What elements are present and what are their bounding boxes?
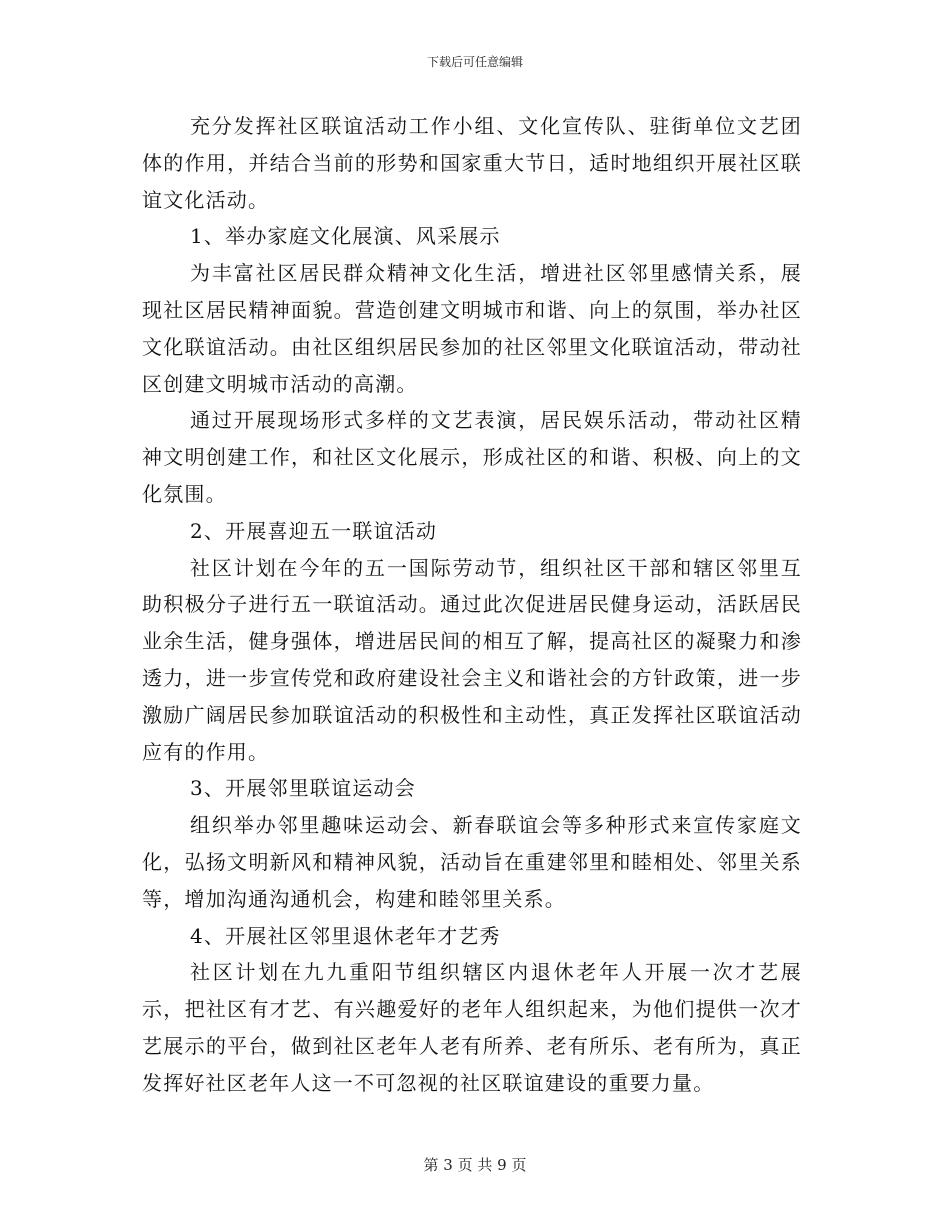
page-header: 下载后可任意编辑 [426, 55, 523, 69]
section-2-paragraph-1: 社区计划在今年的五一国际劳动节，组织社区干部和辖区邻里互助积极分子进行五一联谊活动。通过此次促进居民健身运动，活跃居民业余生活，健身强体，增进居民间的相互了解，提高社区的凝聚力和渗透力，进一步宣传党和政府建设社会主义和谐社会的方针政策，进一步激励广阔居民参加联谊活动的积极性和主动性，真正发挥社区联谊活动应有的作用。 [142, 555, 802, 764]
page-footer: 第 3 页 共 9 页 [423, 1156, 527, 1174]
section-4-paragraph-1: 社区计划在九九重阳节组织辖区内退休老年人开展一次才艺展示，把社区有才艺、有兴趣爱好的老年人组织起来，为他们提供一次才艺展示的平台，做到社区老年人老有所养、老有所乐、老有所为，真正发挥好社区老年人这一不可忽视的社区联谊建设的重要力量。 [142, 960, 802, 1095]
section-1-heading: 1、举办家庭文化展演、风采展示 [190, 224, 501, 249]
section-4-heading: 4、开展社区邻里退休老年才艺秀 [190, 923, 501, 948]
section-3-paragraph-1: 组织举办邻里趣味运动会、新春联谊会等多种形式来宣传家庭文化，弘扬文明新风和精神风貌，活动旨在重建邻里和睦相处、邻里关系等，增加沟通沟通机会，构建和睦邻里关系。 [142, 813, 802, 911]
section-2-heading: 2、开展喜迎五一联谊活动 [190, 518, 438, 543]
section-1-paragraph-1: 为丰富社区居民群众精神文化生活，增进社区邻里感情关系，展现社区居民精神面貌。营造创建文明城市和谐、向上的氛围，举办社区文化联谊活动。由社区组织居民参加的社区邻里文化联谊活动，带动社区创建文明城市活动的高潮。 [142, 261, 802, 396]
intro-paragraph: 充分发挥社区联谊活动工作小组、文化宣传队、驻街单位文艺团体的作用，并结合当前的形势和国家重大节日，适时地组织开展社区联谊文化活动。 [142, 114, 802, 212]
section-3-heading: 3、开展邻里联谊运动会 [190, 776, 416, 801]
section-1-paragraph-2: 通过开展现场形式多样的文艺表演，居民娱乐活动，带动社区精神文明创建工作，和社区文化展示，形成社区的和谐、积极、向上的文化氛围。 [142, 408, 802, 506]
document-body [142, 108, 802, 1102]
